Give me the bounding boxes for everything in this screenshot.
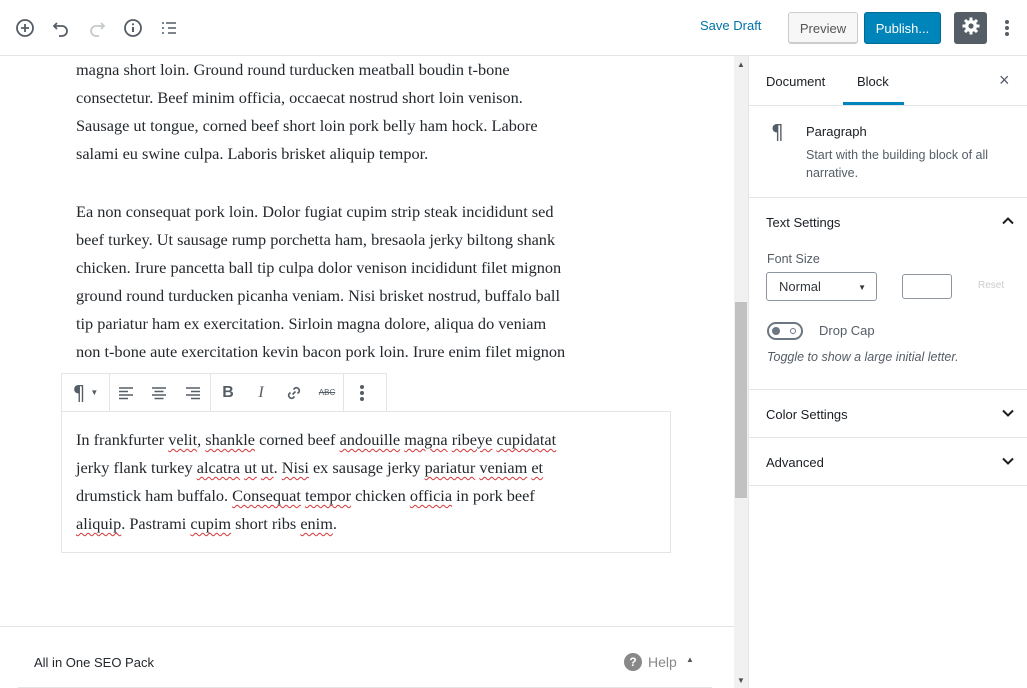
editor-scrollbar[interactable] [734,56,748,688]
info-icon[interactable] [119,14,147,42]
block-type-switcher[interactable] [62,374,109,411]
more-options-button[interactable] [344,374,380,411]
strikethrough-button[interactable] [311,374,343,411]
color-settings-toggle[interactable] [749,390,1027,438]
seo-help-link[interactable] [624,653,677,671]
drop-cap-help: Toggle to show a large initial letter. [767,350,959,364]
text-line: chicken. Irure pancetta ball tip culpa dolor venison incididunt filet mignon [76,258,562,277]
help-icon: ? [624,653,642,671]
settings-sidebar [748,56,1027,688]
add-block-icon[interactable] [11,14,39,42]
align-left-button[interactable] [110,374,142,411]
gear-icon [961,16,981,41]
font-size-value: Normal [779,279,821,294]
chevron-down-icon [1001,406,1015,425]
tab-block[interactable]: Block [857,74,889,89]
save-draft-button[interactable]: Save Draft [700,18,762,33]
block-toolbar [61,373,387,412]
seo-help-label: Help [648,654,677,670]
active-tab-indicator [843,102,904,105]
settings-button[interactable] [954,12,987,44]
drop-cap-toggle[interactable] [767,322,803,340]
redo-icon[interactable] [83,14,111,42]
text-settings-toggle[interactable] [749,198,1027,246]
toggle-off-indicator [790,328,796,334]
advanced-title: Advanced [766,455,824,470]
sidebar-tabs [749,56,1027,106]
link-icon [285,384,303,402]
text-line: In frankfurter velit, shankle corned beef andouille magna ribeye cupidatat [76,430,557,449]
bold-icon: B [222,383,234,401]
text-line: jerky flank turkey alcatra ut ut. Nisi ex sausage jerky pariatur veniam et [76,458,544,477]
font-size-select[interactable] [766,272,877,301]
scroll-down-arrow-icon[interactable]: ▼ [737,676,745,685]
text-line: drumstick ham buffalo. Consequat tempor chicken officia in pork beef [76,486,535,505]
paragraph-icon: ¶ [72,380,86,405]
more-options-icon [359,383,365,403]
align-center-button[interactable] [142,374,176,411]
text-line: consectetur. Beef minim officia, occaecat nostrud short loin venison. [76,88,523,107]
tab-document[interactable]: Document [766,74,826,89]
scrollbar-thumb[interactable] [735,302,747,498]
italic-button[interactable] [245,374,277,411]
text-line: tip pariatur ham ex exercitation. Sirloin magna dolore, aliqua do veniam [76,314,547,333]
caret-down-icon: ▼ [90,388,99,397]
paragraph-block[interactable] [76,56,538,168]
text-line: salami eu swine culpa. Laboris brisket aliquip tempor. [76,144,429,163]
text-line: non t-bone aute exercitation kevin bacon pork loin. Irure enim filet mignon [76,342,566,361]
vertical-ellipsis-icon [1004,18,1010,38]
font-size-reset-button[interactable]: Reset [978,280,1005,291]
text-line: ground round turducken picanha veniam. Nisi brisket nostrud, buffalo ball [76,286,560,305]
text-line: magna short loin. Ground round turducken meatball boudin t-bone [76,60,510,79]
text-settings-title: Text Settings [766,215,841,230]
advanced-toggle[interactable] [749,438,1027,486]
editor-canvas [0,56,734,688]
font-size-label: Font Size [767,252,820,266]
strikethrough-icon: ABC [318,388,336,397]
block-card [749,106,1027,198]
drop-cap-label: Drop Cap [819,323,875,338]
seo-metabox-header[interactable] [0,626,734,688]
block-card-title: Paragraph [806,124,867,139]
align-center-icon [151,386,167,400]
scroll-up-arrow-icon[interactable]: ▲ [737,60,745,69]
text-line: Ea non consequat pork loin. Dolor fugiat cupim strip steak incididunt sed [76,202,554,221]
custom-font-size-input[interactable] [902,274,952,299]
chevron-up-icon [1001,214,1015,233]
caret-down-icon: ▼ [858,283,866,292]
preview-button[interactable]: Preview [788,12,858,44]
align-right-button[interactable] [176,374,210,411]
more-menu-button[interactable] [997,14,1017,42]
chevron-down-icon [1001,454,1015,473]
seo-metabox-title: All in One SEO Pack [34,655,154,670]
editor-header [0,0,1027,56]
text-line: Sausage ut tongue, corned beef short loin pork belly ham hock. Labore [76,116,538,135]
bold-button[interactable] [211,374,245,411]
outline-icon[interactable] [155,14,183,42]
paragraph-icon: ¶ [771,120,784,144]
selected-paragraph-text[interactable] [76,426,556,538]
color-settings-title: Color Settings [766,407,848,422]
italic-icon: I [258,383,264,401]
block-card-description: Start with the building block of all narrative. [806,148,989,180]
align-left-icon [118,386,134,400]
undo-icon[interactable] [47,14,75,42]
align-right-icon [185,386,201,400]
collapse-arrow-icon[interactable]: ▲ [686,655,694,664]
publish-button[interactable]: Publish... [864,12,941,44]
paragraph-block[interactable] [76,198,565,366]
link-button[interactable] [277,374,311,411]
text-line: aliquip. Pastrami cupim short ribs enim. [76,514,337,533]
text-line: beef turkey. Ut sausage rump porchetta ham, bresaola jerky biltong shank [76,230,556,249]
toggle-knob [772,327,780,335]
close-icon[interactable]: × [999,70,1010,90]
